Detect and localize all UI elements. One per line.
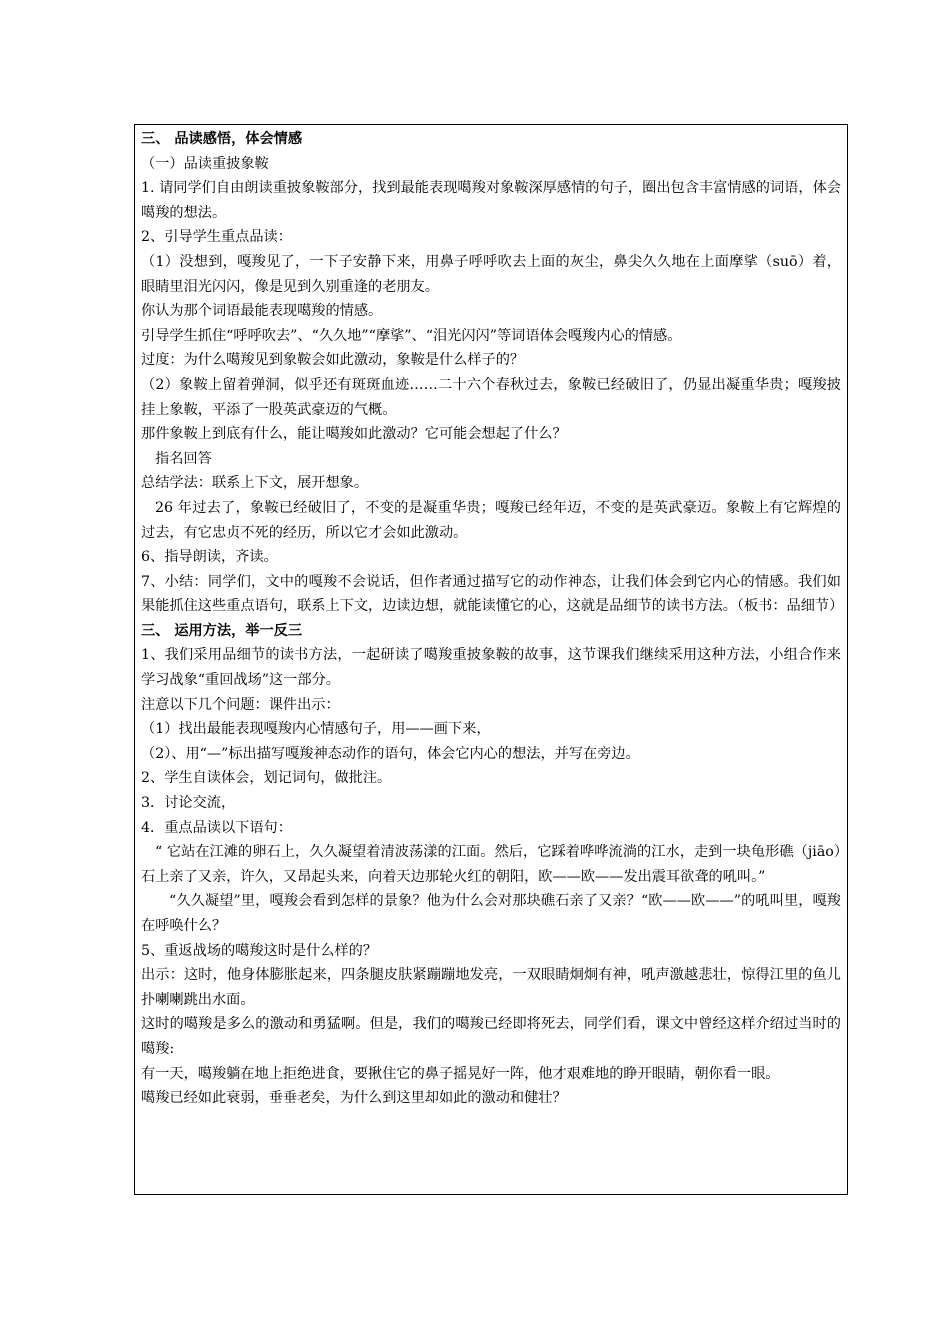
text-line: （2）、用“—”标出描写嘎羧神态动作的语句，体会它内心的想法，并写在旁边。: [141, 745, 640, 762]
section-heading: 三、 品读感悟，体会情感: [141, 131, 303, 147]
text-line: 1、我们采用品细节的读书方法，一起研读了噶羧重披象鞍的故事，这节课我们继续采用这种方法，小组合作来学习战象“重回战场”这一部分。: [141, 647, 841, 689]
text-line: （一）品读重披象鞍: [141, 155, 269, 172]
text-line: 噶羧已经如此衰弱，垂垂老矣，为什么到这里却如此的激动和健壮？: [141, 1090, 567, 1107]
text-line: （2）象鞍上留着弹洞，似乎还有斑斑血迹……二十六个春秋过去，象鞍已经破旧了，仍显出凝重华贵；嘎羧披挂上象鞍，平添了一股英武豪迈的气概。: [141, 376, 841, 418]
text-line: 5、重返战场的噶羧这时是什么样的？: [141, 942, 378, 959]
text-line: 引导学生抓住“呼呼吹去”、“久久地”“摩挲”、“泪光闪闪”等词语体会嘎羧内心的情感。: [141, 327, 682, 344]
text-line: 3．讨论交流，: [141, 795, 236, 812]
text-line: （1）没想到，嘎羧见了，一下子安静下来，用鼻子呼呼吹去上面的灰尘，鼻尖久久地在上面摩挲（suō）着，眼睛里泪光闪闪，像是见到久别重逢的老朋友。: [141, 253, 841, 295]
lesson-plan-table-cell: [134, 124, 848, 1195]
text-line: 1. 请同学们自由朗读重披象鞍部分，找到最能表现噶羧对象鞍深厚感情的句子，圈出包含丰富情感的词语，体会噶羧的想法。: [141, 180, 841, 221]
text-line: 那件象鞍上到底有什么，能让噶羧如此激动？它可能会想起了什么？: [141, 426, 567, 443]
text-line: 总结学法：联系上下文，展开想象。: [141, 475, 369, 492]
text-line: 注意以下几个问题：课件出示：: [141, 696, 340, 713]
text-line: 6、指导朗读，齐读。: [141, 549, 278, 566]
text-line: 指名回答: [155, 450, 212, 467]
text-line: 2、引导学生重点品读：: [141, 229, 292, 246]
text-line: 出示：这时，他身体膨胀起来，四条腿皮肤紧蹦蹦地发亮，一双眼睛炯炯有神，吼声激越悲壮，惊得江里的鱼儿扑喇喇跳出水面。: [141, 967, 841, 1008]
text-line: 2、学生自读体会，划记词句，做批注。: [141, 770, 392, 787]
section-heading: 三、 运用方法，举一反三: [141, 622, 303, 639]
text-line: 26 年过去了，象鞍已经破旧了，不变的是凝重华贵；嘎羧已经年迈，不变的是英武豪迈。象鞍上有它辉煌的过去，有它忠贞不死的经历，所以它才会如此激动。: [141, 499, 841, 541]
text-line: 你认为那个词语最能表现噶羧的情感。: [141, 303, 383, 320]
text-line: （1）找出最能表现嘎羧内心情感句子，用——画下来，: [141, 721, 491, 738]
text-line: “久久凝望”里，嘎羧会看到怎样的景象？他为什么会对那块礁石亲了又亲？“欧——欧——”的吼叫里，嘎羧在呼唤什么？: [141, 893, 841, 934]
text-line: 4．重点品读以下语句：: [141, 819, 292, 836]
text-line: “ 它站在江滩的卵石上，久久凝望着清波荡漾的江面。然后，它踩着哗哗流淌的江水，走到一块龟形礁（jiāo）石上亲了又亲，许久，又昂起头来，向着天边那轮火红的朝阳，欧——欧——发出震耳欲聋的吼叫。”: [141, 844, 841, 885]
text-line: 有一天，噶羧躺在地上拒绝进食，要揪住它的鼻子摇晃好一阵，他才艰难地的睁开眼睛，朝你看一眼。: [141, 1065, 780, 1082]
text-line: 过度：为什么噶羧见到象鞍会如此激动，象鞍是什么样子的？: [141, 352, 525, 369]
text-line: 这时的噶羧是多么的激动和勇猛啊。但是，我们的噶羧已经即将死去，同学们看，课文中曾经这样介绍过当时的噶羧:: [141, 1016, 841, 1057]
text-line: 7、小结：同学们，文中的嘎羧不会说话，但作者通过描写它的动作神态，让我们体会到它内心的情感。我们如果能抓住这些重点语句，联系上下文，边读边想，就能读懂它的心，这就是品细节的读书方法。（板书：品细节）: [141, 573, 844, 615]
